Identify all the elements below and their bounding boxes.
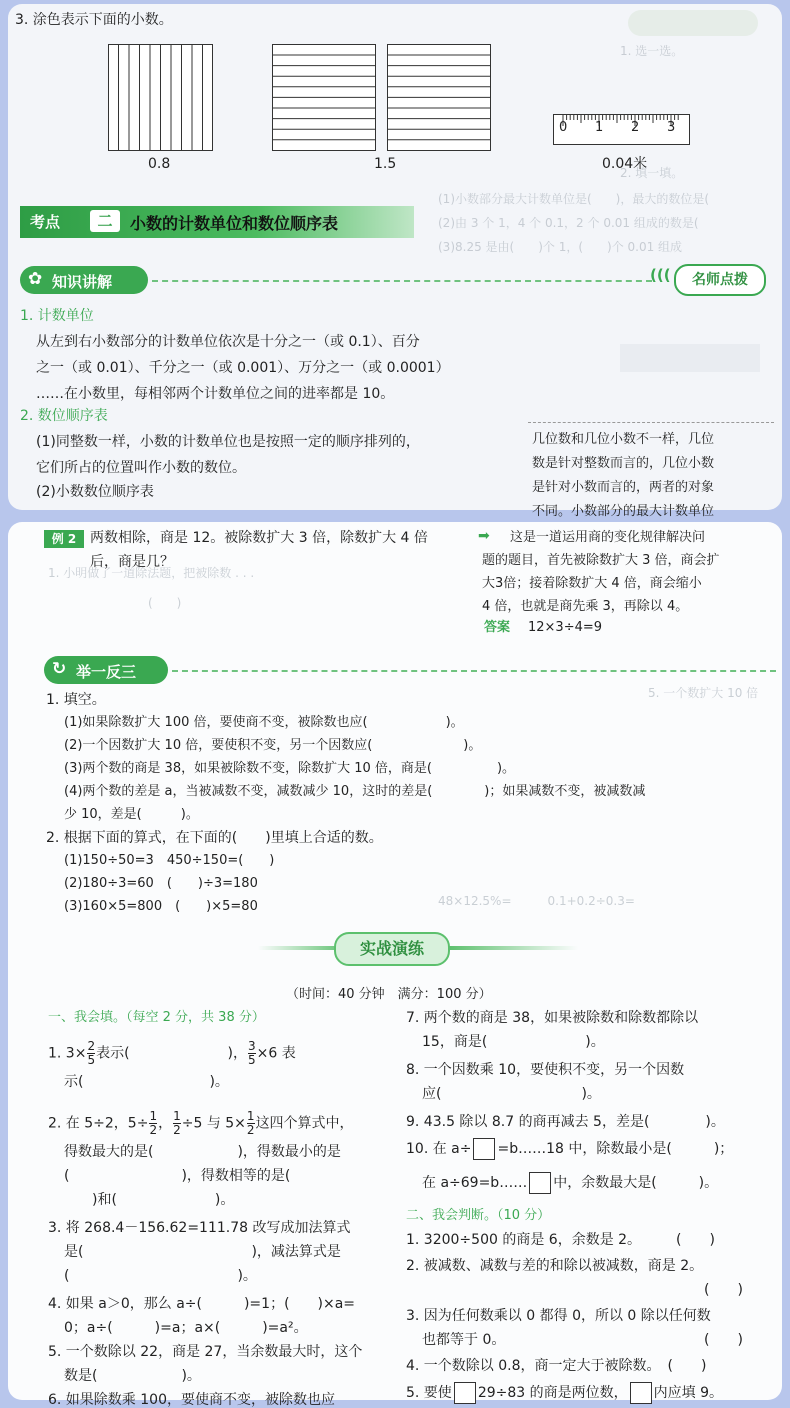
- ruler-tick-1: 1: [595, 120, 604, 135]
- judge-question-3-cont[interactable]: 也都等于 0。: [422, 1332, 506, 1348]
- judge-question-1[interactable]: 1. 3200÷500 的商是 6，余数是 2。 ( ): [406, 1232, 715, 1248]
- ruler-tick-0: 0: [559, 120, 568, 135]
- fill-question-10-cont[interactable]: 在 a÷69=b…… 中，余数最大是( )。: [422, 1172, 718, 1194]
- fill-question-3[interactable]: 3. 将 268.4－156.62=111.78 改写成加法算式: [48, 1220, 351, 1236]
- ghost-text: 1. 选一选。: [620, 44, 684, 58]
- fill-question-2-cont[interactable]: ( )，得数相等的是(: [64, 1168, 291, 1184]
- answer-value: 12×3÷4=9: [528, 620, 603, 635]
- fill-question-5[interactable]: 5. 一个数除以 22，商是 27，当余数最大时，这个: [48, 1344, 363, 1360]
- practice-q2-title: 2. 根据下面的算式，在下面的( )里填上合适的数。: [46, 830, 383, 846]
- fraction-1-2: $\frac{1}{2}$: [173, 1109, 181, 1137]
- signal-icon: (((: [650, 266, 671, 284]
- fill-question-5-cont[interactable]: 数是( )。: [64, 1368, 201, 1384]
- tip-divider: [528, 422, 774, 424]
- figure-label-1-5: 1.5: [374, 156, 397, 172]
- knowledge-section-pill: [20, 266, 148, 294]
- blank-box[interactable]: [454, 1382, 476, 1404]
- practice-section-pill: [44, 656, 168, 684]
- tip-line: 数是针对整数而言的，几位小数: [532, 456, 715, 471]
- fill-question-1[interactable]: 1. 3× $\frac{2}{5}$ 表示( )， $\frac{3}{5}$ ×6 表: [48, 1039, 296, 1067]
- arrow-right-icon: ➡: [478, 528, 490, 544]
- topic-number: 二: [90, 210, 120, 232]
- practice-q1-item[interactable]: (3)两个数的商是 38，如果被除数不变，除数扩大 10 倍，商是( )。: [64, 761, 516, 776]
- ghost-text: (1)小数部分最大计数单位是( )，最大的数位是(: [438, 192, 710, 206]
- teacher-tip-badge: 名师点拨: [674, 264, 766, 296]
- analysis-line: 4 倍，也就是商先乘 3，再除以 4。: [482, 599, 689, 614]
- example-question-line: 两数相除，商是 12。被除数扩大 3 倍，除数扩大 4 倍: [90, 530, 428, 546]
- topic-title: 小数的计数单位和数位顺序表: [130, 214, 339, 233]
- fill-question-9[interactable]: 9. 43.5 除以 8.7 的商再减去 5，差是( )。: [406, 1114, 725, 1130]
- fill-question-2-cont[interactable]: 得数最大的是( )，得数最小的是: [64, 1144, 341, 1160]
- question-3-title: 3. 涂色表示下面的小数。: [15, 12, 173, 28]
- analysis-line: 这是一道运用商的变化规律解决问: [510, 530, 706, 545]
- practice-q1-item[interactable]: (4)两个数的差是 a，当被减数不变，减数减少 10，这时的差是( )；如果减数不变，被减数减: [64, 784, 646, 799]
- upper-page-panel: [8, 4, 782, 519]
- lower-page-panel: [8, 522, 782, 1408]
- fill-question-8[interactable]: 8. 一个因数乘 10，要使积不变，另一个因数: [406, 1062, 685, 1078]
- tip-line: 不同。小数部分的最大计数单位: [532, 504, 715, 519]
- ghost-decoration: [628, 10, 758, 36]
- ghost-text: 48×12.5%= 0.1+0.2÷0.3=: [438, 894, 635, 908]
- ghost-text: (2)由 3 个 1，4 个 0.1，2 个 0.01 组成的数是(: [438, 216, 699, 230]
- fill-question-2-cont[interactable]: )和( )。: [64, 1192, 235, 1208]
- fill-question-2[interactable]: 2. 在 5÷2，5÷ $\frac{1}{2}$ ， $\frac{1}{2}$ ÷5 与 5× $\frac{1}{2}$ 这四个算式中，: [48, 1109, 354, 1137]
- example-tag: 例 2: [44, 530, 84, 548]
- practice-q2-item[interactable]: (3)160×5=800 ( )×5=80: [64, 899, 258, 914]
- practice-q1-title: 1. 填空。: [46, 692, 106, 708]
- fraction-1-2: $\frac{1}{2}$: [149, 1109, 158, 1137]
- fill-question-1-cont[interactable]: 示( )。: [64, 1074, 229, 1090]
- section-1-line: 从左到右小数部分的计数单位依次是十分之一（或 0.1）、百分: [36, 334, 420, 350]
- practice-q1-item[interactable]: (1)如果除数扩大 100 倍，要使商不变，被除数也应( )。: [64, 715, 464, 730]
- judge-question-4[interactable]: 4. 一个数除以 0.8，商一定大于被除数。 ( ): [406, 1358, 707, 1374]
- exercise-banner: 实战演练: [334, 932, 450, 966]
- blank-box[interactable]: [529, 1172, 551, 1194]
- ruler-tick-3: 3: [667, 120, 676, 135]
- section-1-line: 之一（或 0.01）、千分之一（或 0.001）、万分之一（或 0.0001）: [36, 360, 450, 376]
- ghost-text: (3)8.25 是由( )个 1，( )个 0.01 组成: [438, 240, 683, 254]
- refresh-icon: ↻: [52, 659, 67, 679]
- section-2-line: (2)小数数位顺序表: [36, 484, 154, 500]
- blank-box[interactable]: [630, 1382, 652, 1404]
- fraction-2-5: $\frac{2}{5}$: [87, 1039, 96, 1067]
- tip-line: 是针对小数而言的，两者的对象: [532, 480, 715, 495]
- ghost-text: 2. 填一填。: [620, 166, 684, 180]
- dashed-divider: [152, 280, 652, 282]
- practice-q2-item[interactable]: (2)180÷3=60 ( )÷3=180: [64, 876, 258, 891]
- section-2-line: 它们所占的位置叫作小数的数位。: [36, 460, 246, 476]
- figure-label-ruler: 0.04米: [602, 156, 648, 172]
- decimal-grid-one-and-half[interactable]: [272, 44, 492, 152]
- judge-question-2[interactable]: 2. 被减数、减数与差的和除以被减数，商是 2。: [406, 1258, 704, 1274]
- blank-box[interactable]: [473, 1138, 495, 1160]
- fraction-1-2: $\frac{1}{2}$: [246, 1109, 255, 1137]
- gear-icon: ✿: [28, 269, 43, 289]
- judge-answer-box[interactable]: ( ): [704, 1282, 743, 1298]
- example-question-line: 后，商是几？: [90, 554, 174, 570]
- section-2-line: (1)同整数一样，小数的计数单位也是按照一定的顺序排列的，: [36, 434, 420, 450]
- fill-question-3-cont[interactable]: 是( )，减法算式是: [64, 1244, 341, 1260]
- analysis-line: 题的题目，首先被除数扩大 3 倍，商会扩: [482, 553, 720, 568]
- practice-q2-item[interactable]: (1)150÷50=3 450÷150=( ): [64, 853, 275, 868]
- ruler-tick-2: 2: [631, 120, 640, 135]
- ghost-text: 1. 小明做了一道除法题，把被除数 . . .: [48, 566, 255, 580]
- fill-question-3-cont[interactable]: ( )。: [64, 1268, 257, 1284]
- answer-label: 答案: [484, 620, 511, 635]
- figure-label-0-8: 0.8: [148, 156, 171, 172]
- judge-question-3[interactable]: 3. 因为任何数乘以 0 都得 0，所以 0 除以任何数: [406, 1308, 711, 1324]
- fill-question-8-cont[interactable]: 应( )。: [422, 1086, 601, 1102]
- fill-question-4-cont[interactable]: 0；a÷( )=a；a×( )=a²。: [64, 1320, 308, 1336]
- decimal-grid-tenths[interactable]: [108, 44, 214, 152]
- knowledge-pill-label: 知识讲解: [52, 273, 113, 291]
- fraction-3-5: $\frac{3}{5}$: [248, 1039, 256, 1067]
- tip-line: 几位数和几位小数不一样，几位: [532, 432, 715, 447]
- analysis-line: 大3倍；接着除数扩大 4 倍，商会缩小: [482, 576, 702, 591]
- section-judge-title: 二、我会判断。（10 分）: [406, 1208, 551, 1223]
- section-1-title: 1. 计数单位: [20, 308, 94, 324]
- fill-question-10[interactable]: 10. 在 a÷ =b……18 中，除数最小是( )；: [406, 1138, 733, 1160]
- judge-question-5[interactable]: 5. 要使 29÷83 的商是两位数， 内应填 9。: [406, 1382, 723, 1404]
- section-2-title: 2. 数位顺序表: [20, 408, 108, 424]
- dashed-divider: [172, 670, 776, 672]
- ghost-text: 5. 一个数扩大 10 倍: [648, 686, 759, 700]
- section-fill-title: 一、我会填。（每空 2 分，共 38 分）: [48, 1010, 265, 1025]
- practice-q1-item[interactable]: (2)一个因数扩大 10 倍，要使积不变，另一个因数应( )。: [64, 738, 482, 753]
- practice-pill-label: 举一反三: [76, 663, 137, 681]
- topic-label: 考点: [30, 213, 61, 231]
- judge-answer-box[interactable]: ( ): [704, 1332, 743, 1348]
- fill-question-6[interactable]: 6. 如果除数乘 100，要使商不变，被除数也应: [48, 1392, 335, 1408]
- ghost-text: ( ): [148, 596, 182, 610]
- banner-line-right: [448, 946, 578, 950]
- ghost-decoration: [620, 344, 760, 372]
- fill-question-7-cont[interactable]: 15，商是( )。: [422, 1034, 605, 1050]
- section-1-line: ……在小数里，每相邻两个计数单位之间的进率都是 10。: [36, 386, 395, 402]
- exercise-time: （时间：40 分钟 满分：100 分）: [286, 987, 492, 1002]
- practice-q1-item[interactable]: 少 10，差是( )。: [64, 807, 199, 822]
- fill-question-7[interactable]: 7. 两个数的商是 38，如果被除数和除数都除以: [406, 1010, 699, 1026]
- topic-banner: [20, 206, 414, 238]
- fill-question-4[interactable]: 4. 如果 a＞0，那么 a÷( )=1；( )×a=: [48, 1296, 356, 1312]
